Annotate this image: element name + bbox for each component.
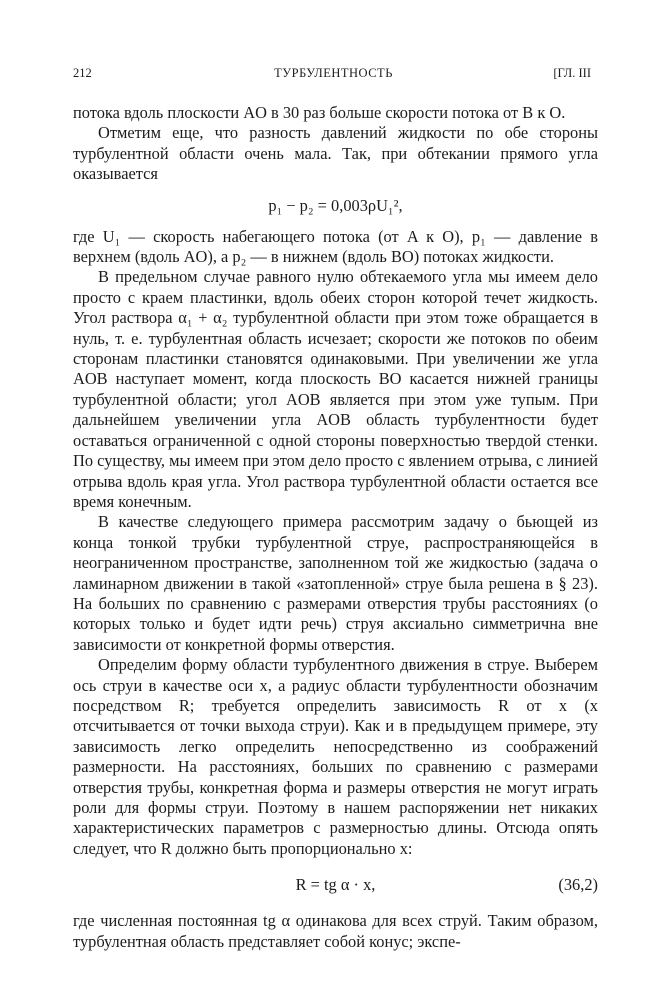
paragraph-pressure-intro: Отметим еще, что разность давлений жидкости по обе стороны турбулентной области очень мала. Так, при обтекании прямого угла оказывается: [73, 123, 598, 184]
formula-radius-expression: R = tg α · x,: [295, 875, 376, 895]
paragraph-jet-example: В качестве следующего примера рассмотрим задачу о бьющей из конца тонкой трубки турбулентной струе, распространяющейся в неограниченном пространстве, заполненном той же жидкостью (задача о ламинарном движении в такой «затопленной» струе была решена в § 23). На больших по сравнению с размерами отверстия трубы расстояниях (о которых только и будет идти речь) струя аксиально симметрична вне зависимости от конкретной формы отверстия.: [73, 512, 598, 654]
paragraph-conclusion: где численная постоянная tg α одинакова для всех струй. Таким образом, турбулентная область представляет собой конус; экспе-: [73, 911, 598, 951]
chapter-label: [ГЛ. III: [553, 66, 591, 80]
paragraph-limit-case: В предельном случае равного нулю обтекаемого угла мы имеем дело просто с краем пластинки, вдоль обеих сторон которой течет жидкость. Угол раствора α₁ + α₂ турбулентной области при этом тоже обращается в нуль, т. е. турбулентная область исчезает; скорости же потоков по обеим сторонам пластинки становятся одинаковыми. При увеличении же угла AOB наступает момент, когда плоскость BO касается нижней границы турбулентной области; угол AOB является при этом уже тупым. При дальнейшем увеличении угла AOB область турбулентности будет оставаться ограниченной с одной стороны поверхностью твердой стенки. По существу, мы имеем при этом дело просто с явлением отрыва, с линией отрыва вдоль края угла. Угол раствора турбулентной области остается все время конечным.: [73, 267, 598, 511]
formula-pressure: p₁ − p₂ = 0,003ρU₁²,: [268, 195, 403, 215]
running-header: [0, 66, 667, 86]
page-body: [73, 103, 598, 952]
formula-radius: [73, 859, 598, 911]
running-title: ТУРБУЛЕНТНОСТЬ: [274, 66, 393, 80]
paragraph-jet-shape: Определим форму области турбулентного движения в струе. Выберем ось струи в качестве оси x, а радиус области турбулентности обозначим посредством R; требуется определить зависимость R от x (x отсчитывается от точки выхода струи). Как и в предыдущем примере, эту зависимость легко определить непосредственно из соображений размерности. На расстояниях, больших по сравнению с размерами отверстия трубы, конкретная форма и размеры отверстия не могут играть роли для формы струи. Поэтому в нашем распоряжении нет никаких характеристических параметров с размерностью длины. Отсюда опять следует, что R должно быть пропорционально x:: [73, 655, 598, 858]
page-number: 212: [73, 66, 92, 80]
equation-number: (36,2): [558, 875, 598, 895]
paragraph-continuation: потока вдоль плоскости AO в 30 раз больше скорости потока от B к O.: [73, 103, 566, 122]
paragraph-pressure-explain: где U₁ — скорость набегающего потока (от A к O), p₁ — давление в верхнем (вдоль AO), а p₂ — в нижнем (вдоль BO) потоках жидкости.: [73, 226, 598, 267]
